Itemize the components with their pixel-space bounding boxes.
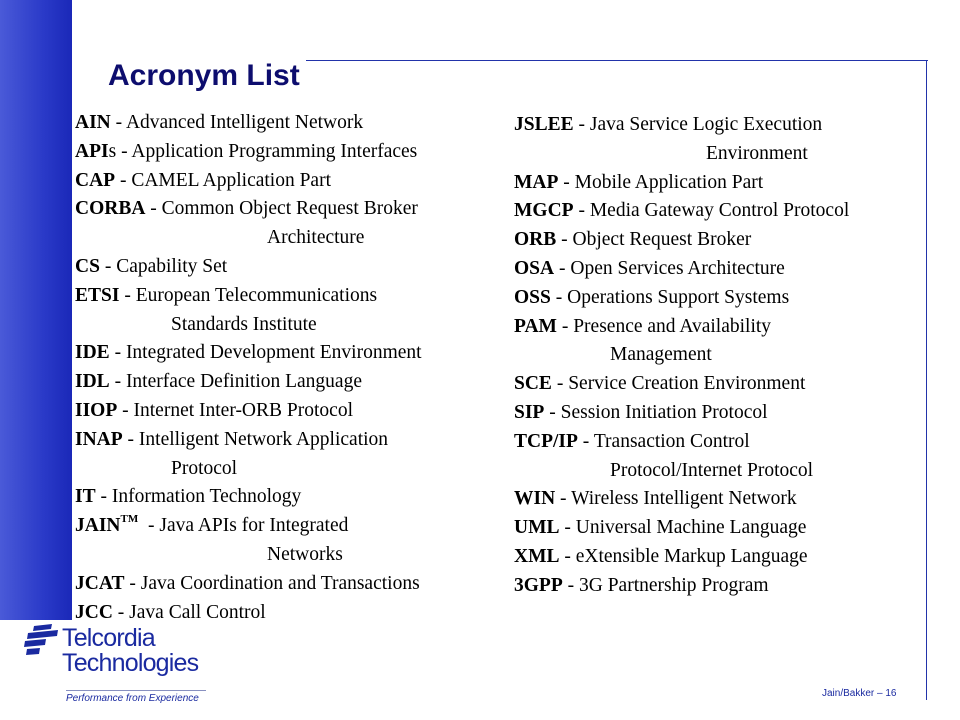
acronym-definition: Java APIs for Integrated [159, 515, 349, 537]
company-logo-text [62, 626, 198, 676]
acronym-separator: - [109, 342, 126, 364]
acronym-entry [75, 570, 422, 599]
acronym-definition: Information Technology [111, 486, 302, 508]
acronym-definition: CAMEL Application Part [131, 169, 332, 191]
acronym-term: AIN [75, 112, 111, 133]
acronym-definition: Presence and Availability [573, 315, 772, 337]
acronym-entry [75, 426, 422, 484]
acronym-definition-continued: Protocol [171, 457, 238, 479]
tagline-rule [66, 690, 206, 691]
acronym-separator: - [551, 373, 569, 395]
acronym-entry [75, 253, 422, 282]
acronym-definition: Interface Definition Language [125, 371, 362, 393]
acronym-definition-continued: Standards Institute [171, 313, 317, 335]
acronym-entry [75, 512, 422, 570]
acronym-term: OSS [514, 286, 551, 308]
page-number: Jain/Bakker – 16 [822, 688, 897, 699]
acronym-definition: Java Call Control [129, 601, 266, 623]
acronym-separator: - [577, 430, 594, 452]
acronym-term: SIP [514, 401, 545, 423]
acronym-separator: - [556, 315, 574, 337]
acronym-definition-continued: Protocol/Internet Protocol [610, 459, 814, 481]
acronym-definition: Java Service Logic Execution [589, 114, 823, 135]
acronym-term: ETSI [75, 284, 120, 306]
acronym-term: IIOP [75, 399, 118, 421]
logo-line-1: Telcordia [62, 624, 155, 652]
acronym-separator: - [122, 428, 139, 450]
acronym-definition: 3G Partnership Program [579, 574, 769, 596]
acronym-definition: Object Request Broker [572, 229, 752, 251]
acronym-separator: - [573, 114, 590, 135]
acronym-term: CS [75, 255, 100, 277]
acronym-separator: - [558, 171, 575, 193]
acronym-definition: Capability Set [116, 255, 228, 277]
acronym-term: 3GPP [514, 574, 563, 596]
acronym-separator: - [138, 515, 160, 537]
acronym-term: TCP/IP [514, 430, 578, 452]
acronym-entry [514, 197, 849, 226]
acronym-separator: - [544, 401, 561, 423]
acronym-separator: - [117, 399, 134, 421]
acronym-definition-continued: Networks [267, 543, 343, 565]
acronym-definition: Media Gateway Control Protocol [589, 200, 850, 222]
acronym-entry [75, 368, 422, 397]
acronym-definition: Integrated Development Environment [125, 342, 422, 364]
trademark-mark: TM [120, 513, 139, 526]
acronym-term: PAM [514, 315, 557, 337]
acronym-suffix: s [108, 140, 117, 162]
acronym-separator: - [95, 486, 112, 508]
acronym-entry [75, 282, 422, 340]
acronym-definition: Internet Inter-ORB Protocol [133, 399, 353, 421]
acronym-term: IDL [75, 371, 110, 393]
acronym-term: API [75, 140, 109, 162]
acronym-term: MGCP [514, 200, 574, 222]
acronym-separator: - [109, 371, 126, 393]
acronym-separator: - [110, 112, 126, 133]
slide-title: Acronym List [108, 58, 306, 94]
acronym-entry [514, 485, 849, 514]
acronym-entry [514, 255, 849, 284]
acronym-definition: Mobile Application Part [574, 171, 764, 193]
acronym-column-right [514, 111, 849, 601]
acronym-entry [75, 483, 422, 512]
acronym-term: IT [75, 486, 96, 508]
acronym-definition-continued: Management [610, 344, 712, 366]
acronym-separator: - [145, 198, 162, 220]
acronym-separator: - [556, 229, 573, 251]
acronym-separator: - [119, 284, 136, 306]
acronym-term: CAP [75, 169, 116, 191]
acronym-separator: - [562, 574, 579, 596]
acronym-separator: - [573, 200, 590, 222]
acronym-entry [75, 397, 422, 426]
acronym-separator: - [550, 286, 568, 308]
acronym-entry [514, 370, 849, 399]
acronym-definition: Java Coordination and Transactions [140, 572, 420, 594]
acronym-column-left [75, 109, 422, 627]
logo-line-2: Technologies [62, 649, 199, 677]
acronym-term: IDE [75, 342, 110, 364]
acronym-term: WIN [514, 488, 556, 510]
acronym-definition: Intelligent Network Application [138, 428, 389, 450]
acronym-term: MAP [514, 171, 559, 193]
acronym-entry [514, 543, 849, 572]
acronym-term: UML [514, 517, 560, 539]
acronym-definition: Universal Machine Language [575, 517, 807, 539]
acronym-separator: - [555, 488, 572, 510]
left-accent-bar [0, 0, 72, 620]
acronym-entry [514, 572, 849, 601]
acronym-entry [75, 339, 422, 368]
acronym-separator: - [112, 601, 130, 623]
acronym-entry [514, 428, 849, 486]
acronym-separator: - [554, 257, 571, 279]
acronym-entry [514, 284, 849, 313]
acronym-entry [514, 111, 849, 169]
acronym-entry [75, 195, 422, 253]
company-tagline: Performance from Experience [66, 693, 199, 704]
acronym-definition: Transaction Control [593, 430, 750, 452]
acronym-term: XML [514, 545, 560, 567]
acronym-definition: Application Programming Interfaces [131, 140, 418, 162]
acronym-definition-continued: Environment [706, 142, 808, 164]
acronym-term: JAIN [75, 515, 121, 537]
acronym-definition: European Telecommunications [135, 284, 378, 306]
acronym-term: ORB [514, 229, 557, 251]
acronym-separator: - [115, 169, 132, 191]
acronym-entry [514, 169, 849, 198]
acronym-definition: Advanced Intelligent Network [125, 112, 364, 133]
right-border-rule [926, 60, 927, 700]
acronym-definition: Wireless Intelligent Network [571, 488, 797, 510]
acronym-term: SCE [514, 373, 552, 395]
acronym-term: JCAT [75, 572, 125, 594]
acronym-term: INAP [75, 428, 123, 450]
telcordia-logo-icon [22, 624, 62, 660]
acronym-term: OSA [514, 257, 555, 279]
acronym-definition: Operations Support Systems [567, 286, 790, 308]
acronym-definition: Session Initiation Protocol [560, 401, 768, 423]
acronym-definition-continued: Architecture [267, 227, 365, 249]
acronym-term: JCC [75, 601, 113, 623]
acronym-definition: Service Creation Environment [568, 373, 806, 395]
acronym-entry [75, 138, 422, 167]
acronym-definition: eXtensible Markup Language [575, 545, 808, 567]
acronym-separator: - [559, 545, 576, 567]
acronym-entry [514, 226, 849, 255]
acronym-separator: - [116, 140, 132, 162]
acronym-entry [75, 167, 422, 196]
acronym-entry [514, 514, 849, 543]
acronym-entry [75, 109, 422, 138]
acronym-definition: Open Services Architecture [570, 257, 785, 279]
acronym-separator: - [99, 255, 117, 277]
acronym-definition: Common Object Request Broker [161, 198, 418, 220]
acronym-separator: - [559, 517, 576, 539]
acronym-entry [514, 399, 849, 428]
acronym-separator: - [124, 572, 141, 594]
acronym-term: JSLEE [514, 114, 574, 135]
acronym-term: CORBA [75, 198, 146, 220]
acronym-entry [514, 313, 849, 371]
